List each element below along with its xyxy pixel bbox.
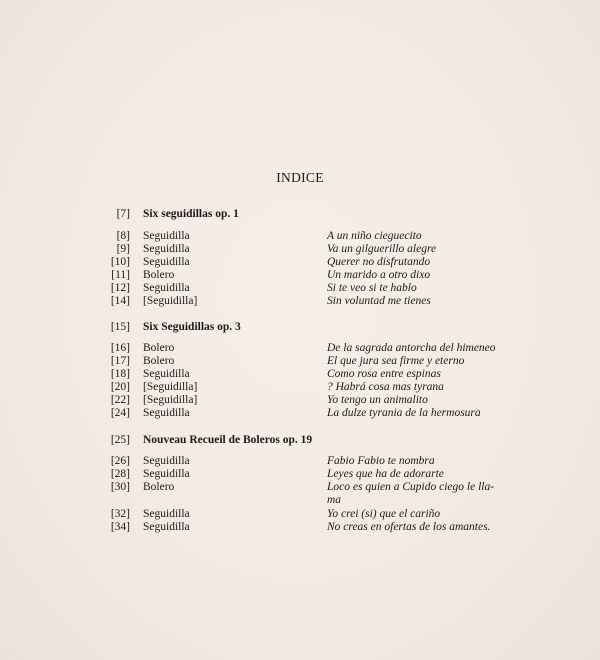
item-number: [10] [110, 256, 130, 268]
item-number: [24] [110, 407, 130, 419]
list-item [0, 243, 600, 256]
section-number: [7] [116, 208, 130, 220]
item-number: [18] [110, 368, 130, 380]
item-text: Sin voluntad me tienes [327, 295, 431, 307]
section-number: [15] [110, 321, 130, 333]
item-text: Si te veo si te hablo [327, 282, 417, 294]
section-title: Six seguidillas op. 1 [143, 208, 239, 220]
item-number: [28] [110, 468, 130, 480]
item-text: La dulze tyrania de la hermosura [327, 407, 481, 419]
item-number: [20] [110, 381, 130, 393]
list-item [0, 508, 600, 521]
item-text-continuation: ma [327, 494, 342, 506]
item-text: De la sagrada antorcha del himeneo [327, 342, 496, 354]
list-item-continuation [0, 494, 600, 507]
item-text: Loco es quien a Cupido ciego le lla- [327, 481, 495, 493]
list-item [0, 282, 600, 295]
item-text: ? Habrá cosa mas tyrana [327, 381, 444, 393]
list-item [0, 394, 600, 407]
list-item [0, 468, 600, 481]
item-number: [30] [110, 481, 130, 493]
item-number: [34] [110, 521, 130, 533]
item-text: Yo crei (si) que el cariño [327, 508, 441, 520]
list-item [0, 342, 600, 355]
list-item [0, 355, 600, 368]
list-item [0, 230, 600, 243]
item-form: Seguidilla [143, 468, 190, 480]
item-number: [22] [110, 394, 130, 406]
item-number: [16] [110, 342, 130, 354]
page-title: INDICE [276, 170, 324, 185]
item-text: Como rosa entre espinas [327, 368, 441, 380]
list-item [0, 368, 600, 381]
item-form: [Seguidilla] [143, 381, 198, 393]
item-text: Va un gilguerillo alegre [327, 243, 437, 255]
item-number: [17] [110, 355, 130, 367]
item-text: Fabio Fabio te nombra [327, 455, 435, 467]
item-text: Un marido a otro dixo [327, 269, 431, 281]
item-number: [11] [111, 269, 130, 281]
list-item [0, 256, 600, 269]
item-text: No creas en ofertas de los amantes. [327, 521, 491, 533]
item-form: Seguidilla [143, 243, 190, 255]
list-item [0, 269, 600, 282]
list-item [0, 455, 600, 468]
item-text: El que jura sea firme y eterno [327, 355, 465, 367]
item-text: Yo tengo un animalito [327, 394, 428, 406]
item-text: A un niño cieguecito [327, 230, 422, 242]
item-text: Leyes que ha de adorarte [327, 468, 444, 480]
item-form: Bolero [143, 269, 175, 281]
item-form: Seguidilla [143, 521, 190, 533]
item-number: [8] [116, 230, 130, 242]
item-number: [32] [110, 508, 130, 520]
list-item [0, 381, 600, 394]
item-form: Seguidilla [143, 230, 190, 242]
section-heading [0, 208, 600, 221]
section-number: [25] [110, 434, 130, 446]
item-number: [26] [110, 455, 130, 467]
item-form: [Seguidilla] [143, 394, 198, 406]
section-title: Six Seguidillas op. 3 [143, 321, 241, 333]
list-item [0, 295, 600, 308]
item-number: [14] [110, 295, 130, 307]
item-form: Seguidilla [143, 368, 190, 380]
section-title: Nouveau Recueil de Boleros op. 19 [143, 434, 313, 446]
item-form: Bolero [143, 481, 175, 493]
section-heading [0, 321, 600, 334]
item-form: Bolero [143, 355, 175, 367]
item-form: [Seguidilla] [143, 295, 198, 307]
item-form: Seguidilla [143, 508, 190, 520]
item-number: [12] [110, 282, 130, 294]
list-item [0, 407, 600, 420]
section-heading [0, 434, 600, 447]
item-form: Seguidilla [143, 282, 190, 294]
item-form: Bolero [143, 342, 175, 354]
item-text: Querer no disfrutando [327, 256, 431, 268]
list-item [0, 481, 600, 494]
item-form: Seguidilla [143, 455, 190, 467]
item-form: Seguidilla [143, 407, 190, 419]
list-item [0, 521, 600, 534]
item-form: Seguidilla [143, 256, 190, 268]
item-number: [9] [116, 243, 130, 255]
